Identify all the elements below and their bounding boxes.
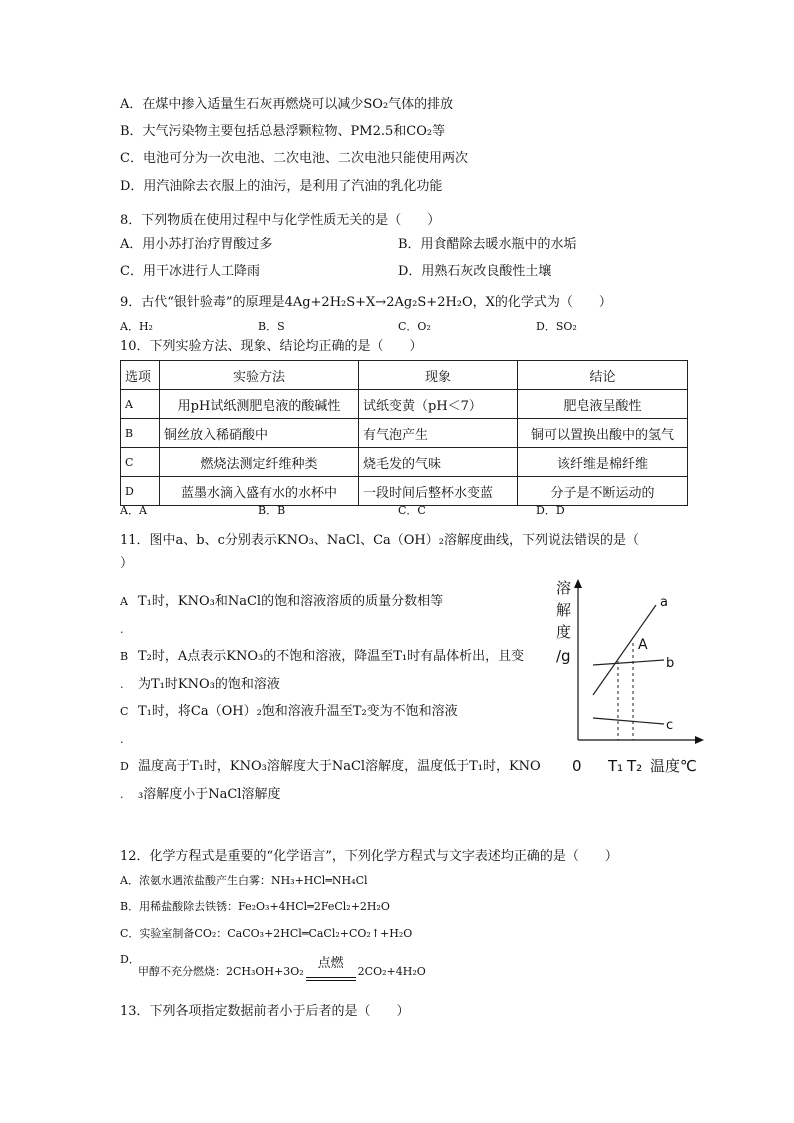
- q8-option-b: B．用食醋除去暖水瓶中的水垢: [398, 237, 577, 252]
- equation-reactants: 甲醇不充分燃烧：2CH₃OH+3O₂: [138, 965, 304, 978]
- table-cell: 肥皂液呈酸性: [518, 390, 688, 419]
- q11-option-b: [120, 643, 540, 699]
- q7-option-d: D．用汽油除去衣服上的油污，是利用了汽油的乳化功能: [120, 179, 443, 194]
- option-label: A: [120, 595, 128, 608]
- option-text: 温度高于T₁时，KNO₃溶解度大于NaCl溶解度，温度低于T₁时，KNO: [138, 759, 541, 774]
- q10-option-c: C．C: [398, 504, 426, 517]
- q7-option-b: B．大气污染物主要包括总悬浮颗粒物、PM2.5和CO₂等: [120, 124, 446, 139]
- option-text: T₂时，A点表示KNO₃的不饱和溶液，降温至T₁时有晶体析出，且变: [138, 649, 525, 664]
- q11-stem: 11．图中a、b、c分别表示KNO₃、NaCl、Ca（OH）₂溶解度曲线，下列说法错误的是（: [120, 533, 639, 548]
- q12-option-b: B．用稀盐酸除去铁锈：Fe₂O₃+4HCl═2FeCl₂+2H₂O: [120, 900, 390, 913]
- table-cell: C: [121, 448, 160, 477]
- table-cell: A: [121, 390, 160, 419]
- option-label: B: [120, 650, 129, 663]
- solubility-curve-chart: [548, 575, 708, 780]
- option-label: D: [120, 760, 129, 773]
- y-axis-arrow: [574, 579, 582, 588]
- option-dot: .: [120, 623, 124, 636]
- q9-option-d: D．SO₂: [536, 320, 577, 333]
- table-cell: 用pH试纸测肥皂液的酸碱性: [160, 390, 359, 419]
- q10-table: [120, 360, 688, 506]
- table-cell: 有气泡产生: [359, 419, 518, 448]
- q10-header-phenomenon: 现象: [359, 361, 518, 390]
- q11-option-d: [120, 753, 540, 809]
- q10-header-method: 实验方法: [160, 361, 359, 390]
- q10-option-b: B．B: [258, 504, 286, 517]
- q10-option-a: A．A: [120, 504, 147, 517]
- q9-option-b: B．S: [258, 320, 285, 333]
- q11-option-c: [120, 698, 540, 754]
- q9-option-a: A．H₂: [120, 320, 153, 333]
- table-cell: 试纸变黄（pH＜7）: [359, 390, 518, 419]
- q10-header-conclusion: 结论: [518, 361, 688, 390]
- q8-option-d: D．用熟石灰改良酸性土壤: [398, 264, 552, 279]
- x-tick-t2: T₂: [627, 757, 643, 775]
- q10-stem: 10．下列实验方法、现象、结论均正确的是（ ）: [120, 339, 423, 354]
- x-origin-label: 0: [572, 757, 582, 775]
- option-label: C: [120, 705, 129, 718]
- q8-stem: 8．下列物质在使用过程中与化学性质无关的是（ ）: [120, 213, 441, 228]
- curve-c: [593, 718, 664, 724]
- q9-stem: 9．古代“银针验毒”的原理是4Ag+2H₂S+X→2Ag₂S+2H₂O，X的化学式为（ ）: [120, 295, 612, 310]
- table-row: [121, 448, 688, 477]
- table-cell: 蓝墨水滴入盛有水的水杯中: [160, 477, 359, 506]
- y-label-char: 溶: [556, 579, 572, 597]
- q12-stem: 12．化学方程式是重要的“化学语言”，下列化学方程式与文字表述均正确的是（ ）: [120, 849, 618, 864]
- x-axis-label: 温度℃: [650, 757, 697, 775]
- curve-a-label: a: [660, 595, 668, 610]
- y-label-char: 度: [556, 623, 572, 641]
- table-cell: 铜丝放入稀硝酸中: [160, 419, 359, 448]
- q13-stem: 13．下列各项指定数据前者小于后者的是（ ）: [120, 1004, 410, 1019]
- table-cell: 烧毛发的气味: [359, 448, 518, 477]
- table-cell: 分子是不断运动的: [518, 477, 688, 506]
- table-cell: 该纤维是棉纤维: [518, 448, 688, 477]
- q12-option-a: A．浓氨水遇浓盐酸产生白雾：NH₃+HCl═NH₄Cl: [120, 874, 368, 887]
- table-cell: 燃烧法测定纤维种类: [160, 448, 359, 477]
- reaction-condition-arrow: [306, 956, 356, 981]
- q10-table-header: [121, 361, 688, 390]
- q7-option-a: A．在煤中掺入适量生石灰再燃烧可以减少SO₂气体的排放: [120, 97, 454, 112]
- option-dot: .: [120, 788, 124, 801]
- table-cell: 铜可以置换出酸中的氢气: [518, 419, 688, 448]
- equation-products: 2CO₂+4H₂O: [357, 965, 426, 978]
- option-text: T₁时，KNO₃和NaCl的饱和溶液溶质的质量分数相等: [138, 594, 444, 609]
- option-dot: .: [120, 678, 124, 691]
- q10-option-d: D．D: [536, 504, 565, 517]
- curve-c-label: c: [666, 718, 674, 733]
- curve-b-label: b: [666, 656, 675, 671]
- q8-option-a: A．用小苏打治疗胃酸过多: [120, 237, 273, 252]
- y-label-char: /g: [556, 647, 571, 665]
- q7-option-c: C．电池可分为一次电池、二次电池、二次电池只能使用两次: [120, 151, 468, 166]
- q11-stem-cont: ）: [120, 556, 134, 571]
- table-cell: 一段时间后整杯水变蓝: [359, 477, 518, 506]
- q8-option-c: C．用干冰进行人工降雨: [120, 264, 260, 279]
- q9-option-c: C．O₂: [398, 320, 431, 333]
- y-label-char: 解: [556, 601, 572, 619]
- q10-header-option: 选项: [121, 361, 160, 390]
- table-cell: B: [121, 419, 160, 448]
- curve-b: [593, 660, 664, 665]
- option-text: T₁时，将Ca（OH）₂饱和溶液升温至T₂变为不饱和溶液: [138, 704, 458, 719]
- table-row: [121, 390, 688, 419]
- table-row: [121, 419, 688, 448]
- equals-double-line: [306, 977, 356, 981]
- q12-option-d: [138, 956, 426, 981]
- option-text-cont: 为T₁时KNO₃的饱和溶液: [138, 677, 280, 692]
- table-cell: D: [121, 477, 160, 506]
- x-axis-arrow: [695, 736, 704, 744]
- option-dot: .: [120, 733, 124, 746]
- q12-option-c: C．实验室制备CO₂：CaCO₃+2HCl═CaCl₂+CO₂↑+H₂O: [120, 927, 413, 940]
- reaction-condition: 点燃: [317, 956, 344, 971]
- q11-option-a: [120, 588, 540, 644]
- option-text-cont: ₃溶解度小于NaCl溶解度: [138, 787, 281, 802]
- x-tick-t1: T₁: [608, 757, 624, 775]
- point-a-label: A: [638, 637, 648, 653]
- q12-option-d-label: D．: [120, 953, 140, 966]
